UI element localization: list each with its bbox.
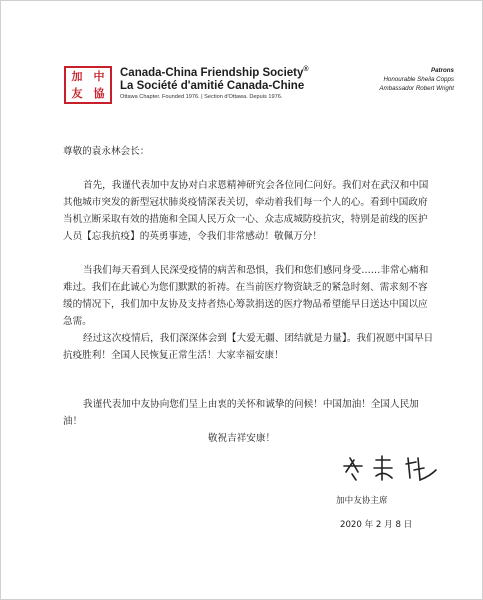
letter-paragraph: 首先，我谨代表加中友协对白求恩精神研究会各位同仁问好。我们对在武汉和中国其他城市突发的新型冠状肺炎疫情深表关切，牵动着我们每一个人的心。看到中国政府当机立断采取有效的措施和全国人民万众一心、众志成城防疫抗灾，特别是前线的医护人员【忘我抗疫】的英勇事迹，令我们非常感动！敬佩万分！ xyxy=(63,180,429,242)
logo-char: 友 xyxy=(71,87,83,100)
registered-mark: ® xyxy=(303,66,309,73)
logo-char: 協 xyxy=(93,87,105,100)
org-name-fr: La Société d'amitié Canada-Chine xyxy=(120,79,305,92)
letter-date: 2020 年 2 月 8 日 xyxy=(340,520,413,530)
patrons-block xyxy=(379,66,454,93)
logo-char: 中 xyxy=(93,70,105,83)
patron-name: Ambassador Robert Wright xyxy=(379,85,454,92)
logo-char: 加 xyxy=(71,70,83,83)
org-name-en xyxy=(120,66,309,79)
salutation: 尊敬的袁永林会长： xyxy=(63,146,150,157)
org-name-en-text: Canada-China Friendship Society xyxy=(120,66,304,79)
org-subtitle: Ottawa Chapter. Founded 1976. | Section d'Ottawa. Depuis 1976. xyxy=(120,93,283,100)
patrons-heading: Patrons xyxy=(430,67,454,74)
handwritten-signature xyxy=(340,450,450,484)
letter-paragraph: 我谨代表加中友协向您们呈上由衷的关怀和诚挚的问候！中国加油！全国人民加油！ xyxy=(63,399,419,427)
patron-name: Honourable Sheila Copps xyxy=(383,76,454,83)
closing-line: 敬祝吉祥安康！ xyxy=(207,433,276,444)
org-block xyxy=(120,66,309,100)
letter-paragraph: 经过这次疫情后，我们深深体会到【大爱无疆、团结就是力量】。我们祝愿中国早日抗疫胜利！全国人民恢复正常生活！大家幸福安康！ xyxy=(63,333,434,361)
signer-title: 加中友协主席 xyxy=(336,496,388,506)
society-logo xyxy=(64,66,112,104)
letter-paragraph: 当我们每天看到人民深受疫情的病苦和恐惧，我们和您们感同身受……非常心痛和难过。我们在此诚心为您们默默的祈祷。在当前医疗物资缺乏的紧急时刻、需求刻不容缓的情况下，我们加中友协及支持者热心筹款捐送的医疗物品希望能早日送达中国以应急需。 xyxy=(63,265,429,327)
letterhead xyxy=(64,66,454,114)
